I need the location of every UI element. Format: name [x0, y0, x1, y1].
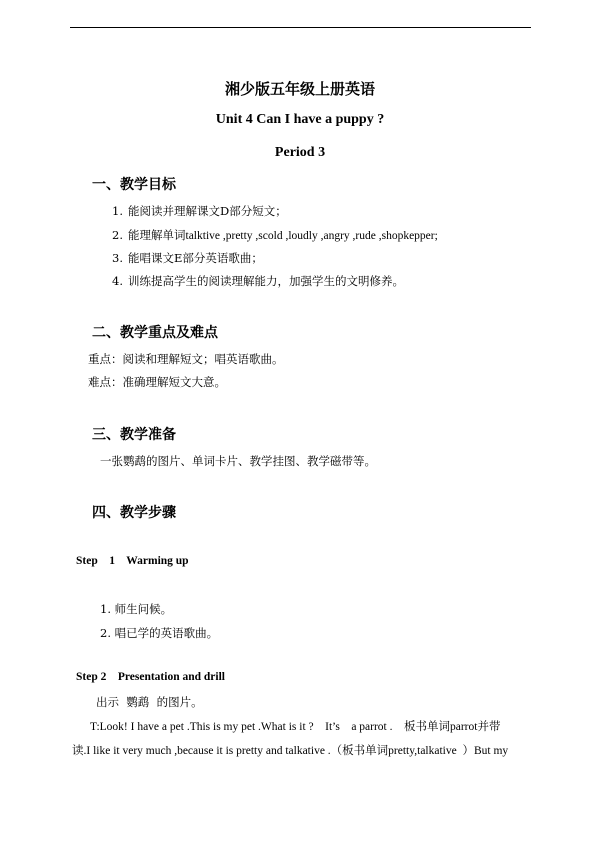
- step2-title: Step 2 Presentation and drill: [76, 671, 225, 683]
- goal-item-text: 能唱课文E部分英语歌曲；: [128, 251, 263, 265]
- unit-title: Unit 4 Can I have a puppy ?: [215, 112, 385, 127]
- step1-item: 1. 师生问候。: [100, 602, 173, 616]
- section-heading-prep: 三、教学准备: [92, 427, 176, 443]
- goal-item: [112, 203, 287, 219]
- step1-title: Step 1 Warming up: [76, 555, 189, 567]
- goal-item-text: 能理解单词talktive ,pretty ,scold ,loudly ,angry ,rude ,shopkepper;: [128, 230, 438, 242]
- goal-item-number: 1.: [112, 204, 123, 218]
- header-rule: [70, 27, 531, 28]
- goal-item-text: 训练提高学生的阅读理解能力，加强学生的文明修养。: [128, 274, 404, 288]
- step2-line: 读.I like it very much ,because it is pretty and talkative .（板书单词pretty,talkative ）But my: [72, 745, 509, 757]
- step2-line: 出示 鹦鹉 的图片。: [96, 695, 203, 709]
- document-title: 湘少版五年级上册英语: [224, 80, 375, 98]
- goal-item-text: 能阅读并理解课文D部分短文；: [128, 204, 287, 218]
- section-heading-steps: 四、教学步骤: [92, 505, 176, 521]
- period-title: Period 3: [274, 145, 326, 160]
- goal-item: [112, 227, 438, 243]
- goal-item-number: 4.: [112, 274, 123, 288]
- goal-item-number: 3.: [112, 251, 123, 265]
- step2-line: T:Look! I have a pet .This is my pet .What is it ? It’s a parrot . 板书单词parrot并带: [90, 721, 501, 733]
- key-focus-text: 重点：阅读和理解短文；唱英语歌曲。: [88, 352, 284, 366]
- section-heading-goals: 一、教学目标: [92, 177, 176, 193]
- section-heading-keypoints: 二、教学重点及难点: [92, 325, 218, 341]
- prep-text: 一张鹦鹉的图片、单词卡片、教学挂图、教学磁带等。: [100, 454, 376, 468]
- step1-item: 2. 唱已学的英语歌曲。: [100, 626, 219, 640]
- goal-item: [112, 250, 263, 266]
- goal-item-number: 2.: [112, 228, 123, 242]
- goal-item: [112, 273, 404, 289]
- key-difficulty-text: 难点：准确理解短文大意。: [88, 375, 226, 389]
